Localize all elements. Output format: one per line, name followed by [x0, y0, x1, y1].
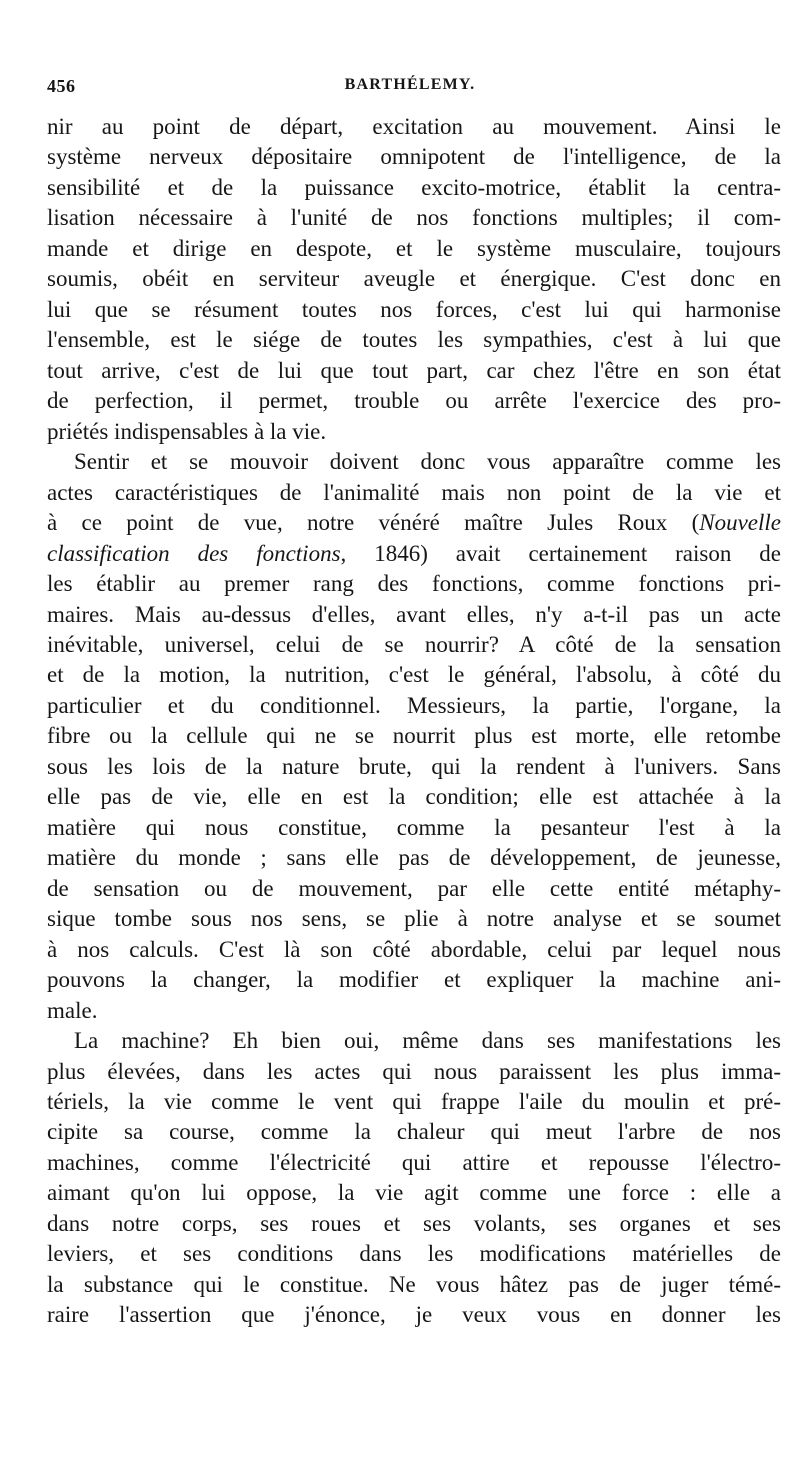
text-line: de sensation ou de mouvement, par elle cette entité métaphy-: [47, 875, 781, 901]
text-line: particulier et du conditionnel. Messieurs, la partie, l'organe, la: [47, 692, 781, 718]
page-header: [47, 76, 773, 100]
text-line: cipite sa course, comme la chaleur qui meut l'arbre de nos: [47, 1119, 781, 1145]
text-line: [47, 539, 781, 569]
running-head: BARTHÉLEMY.: [344, 76, 476, 93]
text-line: elle pas de vie, elle en est la condition; elle est attachée à la: [47, 784, 781, 810]
text-line: matière du monde ; sans elle pas de développement, de jeunesse,: [47, 845, 781, 871]
text-line: sique tombe sous nos sens, se plie à notre analyse et se soumet: [47, 906, 781, 932]
text-line: actes caractéristiques de l'animalité mais non point de la vie et: [47, 479, 781, 505]
text-line: soumis, obéit en serviteur aveugle et énergique. C'est donc en: [47, 266, 781, 292]
text-line: [47, 508, 781, 538]
text-line: tériels, la vie comme le vent qui frappe l'aile du moulin et pré-: [47, 1089, 781, 1114]
text-line: lisation nécessaire à l'unité de nos fonctions multiples; il com-: [47, 205, 781, 231]
text-line: nir au point de départ, excitation au mouvement. Ainsi le: [47, 114, 781, 139]
text-line: dans notre corps, ses roues et ses volants, ses organes et ses: [47, 1210, 781, 1236]
text-line: fibre ou la cellule qui ne se nourrit plus est morte, elle retombe: [47, 723, 781, 749]
text-line: sensibilité et de la puissance excito-motrice, établit la centra-: [47, 174, 781, 200]
text-line: machines, comme l'électricité qui attire et repousse l'électro-: [47, 1149, 781, 1175]
text-line: et de la motion, la nutrition, c'est le général, l'absolu, à côté du: [47, 662, 781, 688]
text-line: plus élevées, dans les actes qui nous paraissent les plus imma-: [47, 1058, 781, 1084]
paragraph-start-line: La machine? Eh bien oui, même dans ses manifestations les: [74, 1028, 781, 1054]
text-line: aimant qu'on lui oppose, la vie agit comme une force : elle a: [47, 1180, 781, 1206]
text-segment: , 1846) avait certainement raison de: [340, 540, 781, 566]
text-line: matière qui nous constitue, comme la pesanteur l'est à la: [47, 814, 781, 840]
text-line: mande et dirige en despote, et le système musculaire, toujours: [47, 235, 781, 261]
text-line: tout arrive, c'est de lui que tout part, car chez l'être en son état: [47, 357, 781, 383]
paragraph-start-line: Sentir et se mouvoir doivent donc vous apparaître comme les: [74, 449, 781, 475]
paragraph-end-line: male.: [47, 997, 98, 1023]
text-line: pouvons la changer, la modifier et expliquer la machine ani-: [47, 967, 781, 993]
text-line: raire l'assertion que j'énonce, je veux vous en donner les: [47, 1302, 781, 1328]
text-line: maires. Mais au-dessus d'elles, avant elles, n'y a-t-il pas un acte: [47, 601, 781, 627]
text-line: l'ensemble, est le siége de toutes les sympathies, c'est à lui que: [47, 327, 781, 353]
body-text: [47, 112, 781, 1331]
text-line: les établir au premer rang des fonctions, comme fonctions pri-: [47, 571, 781, 597]
text-line: système nerveux dépositaire omnipotent de l'intelligence, de la: [47, 144, 781, 170]
text-line: leviers, et ses conditions dans les modifications matérielles de: [47, 1241, 781, 1267]
page-number: 456: [47, 76, 76, 96]
text-line: inévitable, universel, celui de se nourrir? A côté de la sensation: [47, 631, 781, 657]
text-line: à nos calculs. C'est là son côté abordable, celui par lequel nous: [47, 936, 781, 962]
text-line: la substance qui le constitue. Ne vous hâtez pas de juger témé-: [47, 1271, 781, 1297]
text-segment: à ce point de vue, notre vénéré maître Jules Roux (: [47, 510, 700, 536]
italic-title-segment: classification des fonctions: [47, 540, 341, 566]
text-line: sous les lois de la nature brute, qui la rendent à l'univers. Sans: [47, 753, 781, 779]
text-line: lui que se résument toutes nos forces, c'est lui qui harmonise: [47, 296, 781, 322]
paragraph-end-line: priétés indispensables à la vie.: [47, 418, 327, 444]
text-line: de perfection, il permet, trouble ou arrête l'exercice des pro-: [47, 388, 781, 414]
italic-title-segment: Nouvelle: [699, 510, 781, 536]
